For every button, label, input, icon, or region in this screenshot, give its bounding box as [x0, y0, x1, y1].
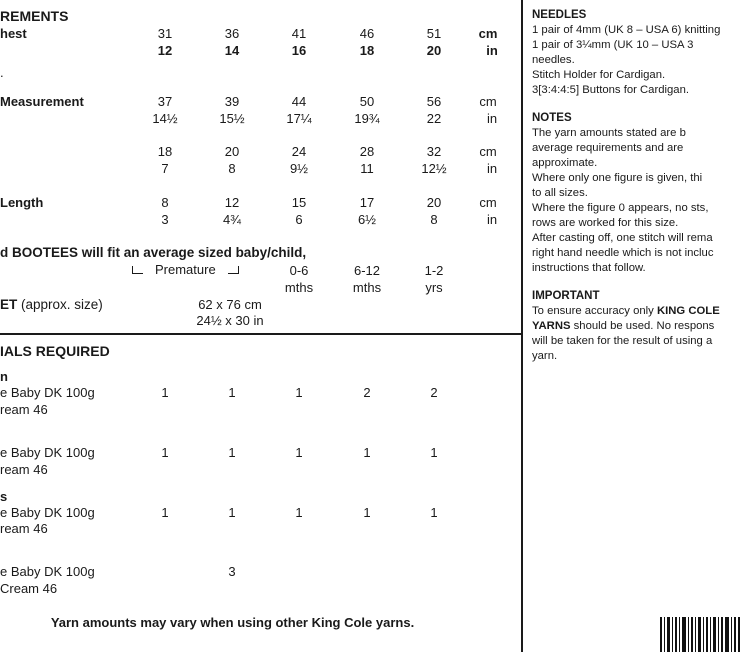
- actual-in-4: 19¾: [354, 111, 380, 126]
- needles-line-1: 1 pair of 4mm (UK 8 – USA 6) knitting: [532, 24, 721, 36]
- unit-in: in: [486, 43, 498, 58]
- group-1-qty-5: 2: [430, 385, 438, 400]
- sleeve-in-5: 8: [430, 212, 438, 227]
- sleeve-in-4: 6½: [357, 212, 377, 227]
- notes-line-1: The yarn amounts stated are b: [532, 127, 686, 139]
- notes-line-4: Where only one figure is given, thi: [532, 172, 703, 184]
- sleeve-in-3: 6: [295, 212, 303, 227]
- group-2-shade: ream 46: [0, 462, 48, 477]
- actual-in-3: 17¼: [286, 111, 312, 126]
- notes-line-5: to all sizes.: [532, 187, 588, 199]
- sleeve-cm-2: 12: [224, 195, 240, 210]
- chest-cm-3: 41: [291, 26, 307, 41]
- important-title: IMPORTANT: [532, 290, 600, 302]
- group-1-shade: ream 46: [0, 402, 48, 417]
- group-4-qty-2: 3: [228, 564, 236, 579]
- length-in-5: 12½: [421, 161, 447, 176]
- actual-in-1: 14½: [152, 111, 178, 126]
- group-1-qty-2: 1: [228, 385, 236, 400]
- important-line-4: yarn.: [532, 350, 558, 362]
- group-1-header: n: [0, 369, 8, 384]
- age-3-top: 1-2: [424, 263, 444, 278]
- notes-line-7: rows are worked for this size.: [532, 217, 679, 229]
- section-divider: [0, 333, 522, 335]
- length-in-1: 7: [161, 161, 169, 176]
- group-3-qty-3: 1: [295, 505, 303, 520]
- actual-cm-5: 56: [426, 94, 442, 109]
- group-4-shade: Cream 46: [0, 581, 58, 596]
- materials-footer: Yarn amounts may vary when using other King Cole yarns.: [50, 615, 415, 630]
- group-2-qty-3: 1: [295, 445, 303, 460]
- group-1-qty-4: 2: [363, 385, 371, 400]
- actual-cm-2: 39: [224, 94, 240, 109]
- actual-in-2: 15½: [219, 111, 245, 126]
- length-cm-4: 28: [359, 144, 375, 159]
- needles-line-4: Stitch Holder for Cardigan.: [532, 69, 666, 81]
- notes-line-8: After casting off, one stitch will rema: [532, 232, 713, 244]
- important-line-1a: To ensure accuracy only: [532, 305, 657, 317]
- actual-cm-3: 44: [291, 94, 307, 109]
- needles-line-3: needles.: [532, 54, 575, 66]
- bootees-note: d BOOTEES will fit an average sized baby/child,: [0, 245, 307, 260]
- blanket-size-in: 24½ x 30 in: [196, 313, 264, 328]
- needles-title: NEEDLES: [532, 9, 587, 21]
- actual-measurement-label: Measurement: [0, 94, 84, 109]
- chest-in-2: 14: [224, 43, 240, 58]
- group-1-qty-3: 1: [295, 385, 303, 400]
- length-unit-in: in: [486, 161, 498, 176]
- age-1-bottom: mths: [284, 280, 314, 295]
- blanket-label: [0, 297, 103, 312]
- sleeve-unit-in: in: [486, 212, 498, 227]
- age-1-top: 0-6: [289, 263, 309, 278]
- length-cm-1: 18: [157, 144, 173, 159]
- group-3-qty-1: 1: [161, 505, 169, 520]
- important-line-3: will be taken for the result of using a: [532, 335, 713, 347]
- group-3-yarn: e Baby DK 100g: [0, 505, 95, 520]
- column-divider: [521, 0, 523, 652]
- needles-line-2: 1 pair of 3¼mm (UK 10 – USA 3: [532, 39, 694, 51]
- chest-in-4: 18: [359, 43, 375, 58]
- notes-title: NOTES: [532, 112, 572, 124]
- needles-line-5: 3[3:4:4:5] Buttons for Cardigan.: [532, 84, 689, 96]
- notes-line-6: Where the figure 0 appears, no sts,: [532, 202, 709, 214]
- chest-cm-1: 31: [157, 26, 173, 41]
- important-line-2: [532, 319, 740, 334]
- premature-label: [132, 262, 239, 277]
- length-in-4: 11: [360, 161, 374, 176]
- length-in-3: 9½: [289, 161, 309, 176]
- bracket-left-icon: [132, 266, 143, 274]
- important-line-2a: YARNS: [532, 320, 571, 332]
- sleeve-cm-4: 17: [359, 195, 375, 210]
- dot-marker: .: [0, 65, 4, 80]
- group-2-qty-5: 1: [430, 445, 438, 460]
- bracket-right-icon: [228, 266, 239, 274]
- actual-cm-4: 50: [359, 94, 375, 109]
- actual-in-5: 22: [426, 111, 442, 126]
- group-3-header: s: [0, 489, 8, 504]
- group-2-qty-1: 1: [161, 445, 169, 460]
- chest-cm-2: 36: [224, 26, 240, 41]
- length-cm-3: 24: [291, 144, 307, 159]
- length-in-2: 8: [228, 161, 236, 176]
- age-3-bottom: yrs: [425, 280, 443, 295]
- sleeve-unit-cm: cm: [479, 195, 497, 210]
- group-2-yarn: e Baby DK 100g: [0, 445, 95, 460]
- chest-cm-5: 51: [426, 26, 442, 41]
- notes-line-2: average requirements and are: [532, 142, 684, 154]
- actual-unit-in: in: [486, 111, 498, 126]
- important-line-2b: should be used. No respons: [570, 320, 715, 332]
- actual-cm-1: 37: [157, 94, 173, 109]
- age-2-bottom: mths: [352, 280, 382, 295]
- notes-line-10: instructions that follow.: [532, 262, 646, 274]
- group-3-qty-2: 1: [228, 505, 236, 520]
- actual-unit-cm: cm: [479, 94, 497, 109]
- premature-text: Premature: [155, 262, 216, 277]
- blanket-size-cm: 62 x 76 cm: [198, 297, 262, 312]
- chest-in-3: 16: [291, 43, 307, 58]
- length-cm-2: 20: [224, 144, 240, 159]
- sleeve-in-1: 3: [161, 212, 169, 227]
- unit-cm: cm: [478, 26, 498, 41]
- group-2-qty-2: 1: [228, 445, 236, 460]
- group-1-qty-1: 1: [161, 385, 169, 400]
- age-2-top: 6-12: [353, 263, 381, 278]
- measurements-title: REMENTS: [0, 8, 69, 24]
- chest-label: hest: [0, 26, 27, 41]
- group-3-qty-4: 1: [363, 505, 371, 520]
- sleeve-in-2: 4¾: [222, 212, 242, 227]
- chest-in-5: 20: [426, 43, 442, 58]
- sleeve-length-label: Length: [0, 195, 44, 210]
- barcode-icon: [658, 617, 740, 652]
- group-2-qty-4: 1: [363, 445, 371, 460]
- important-line-1: [532, 304, 740, 319]
- blanket-label-bold: ET: [0, 297, 18, 312]
- materials-title: IALS REQUIRED: [0, 343, 110, 359]
- group-4-yarn: e Baby DK 100g: [0, 564, 95, 579]
- chest-in-1: 12: [157, 43, 173, 58]
- length-unit-cm: cm: [479, 144, 497, 159]
- group-3-shade: ream 46: [0, 521, 48, 536]
- notes-line-3: approximate.: [532, 157, 598, 169]
- right-column: [532, 8, 740, 364]
- group-1-yarn: e Baby DK 100g: [0, 385, 95, 400]
- sleeve-cm-1: 8: [161, 195, 169, 210]
- length-cm-5: 32: [426, 144, 442, 159]
- blanket-label-rest: (approx. size): [17, 297, 103, 312]
- chest-cm-4: 46: [359, 26, 375, 41]
- important-line-1b: KING COLE: [656, 305, 720, 317]
- sleeve-cm-5: 20: [426, 195, 442, 210]
- sleeve-cm-3: 15: [291, 195, 307, 210]
- notes-line-9: right hand needle which is not incluc: [532, 247, 714, 259]
- group-3-qty-5: 1: [430, 505, 438, 520]
